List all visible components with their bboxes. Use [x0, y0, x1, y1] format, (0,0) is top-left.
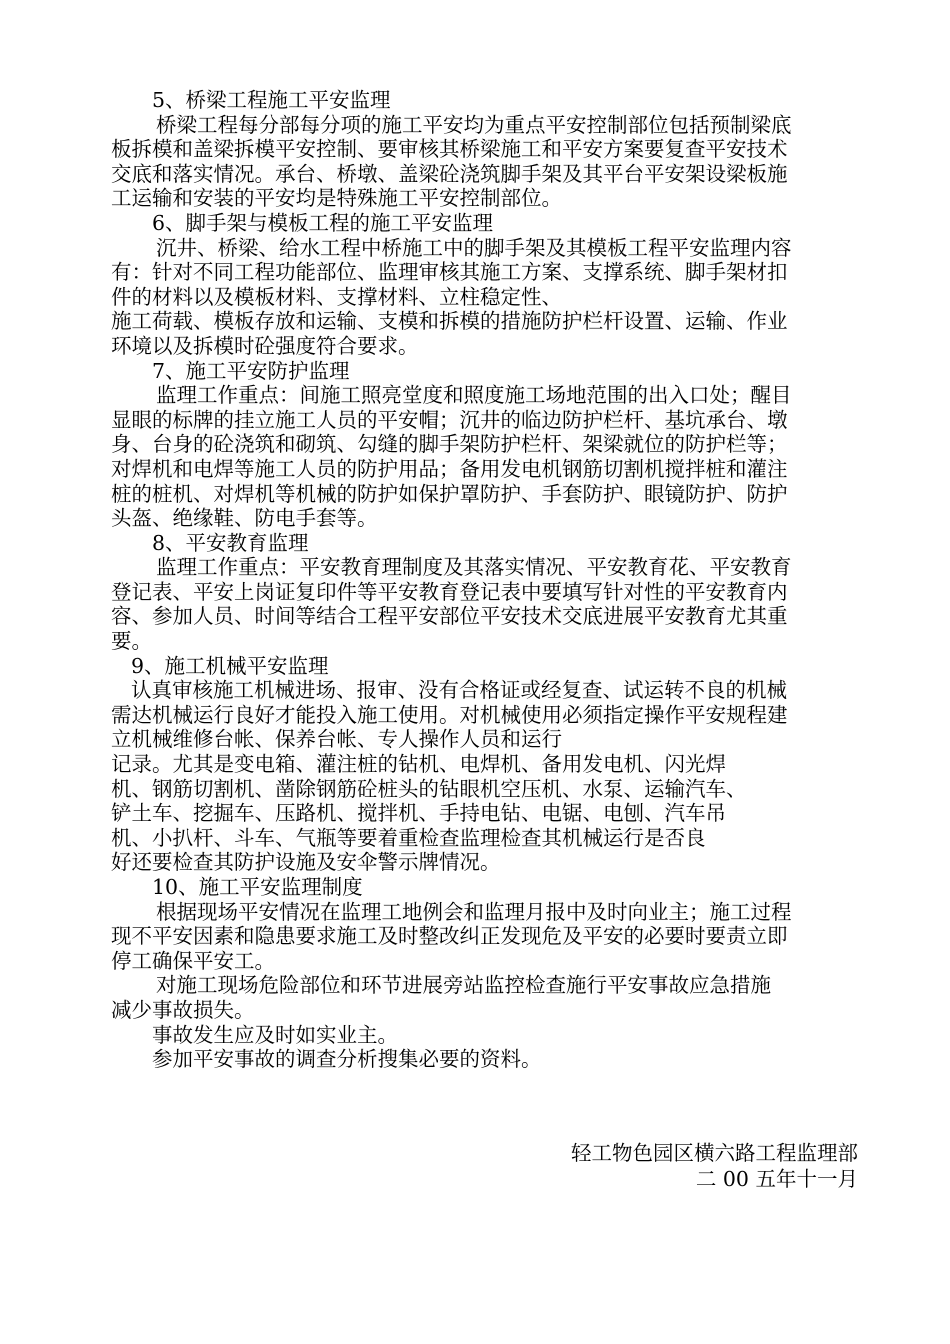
text-line: 8、平安教育监理 — [152, 530, 309, 555]
text-line: 好还要检查其防护设施及安伞警示牌情况。 — [111, 850, 501, 875]
document-body — [111, 88, 863, 1072]
text-line: 件的材料以及模板材料、支撑材料、立柱稳定性、 — [111, 284, 562, 309]
text-line: 现不平安因素和隐患要求施工及时整改纠正发现危及平安的必要时要责立即 — [111, 924, 788, 949]
text-line: 身、台身的砼浇筑和砌筑、勾缝的脚手架防护栏杆、架梁就位的防护栏等； — [111, 432, 788, 457]
text-line: 根据现场平安情况在监理工地例会和监理月报中及时向业主；施工过程 — [156, 899, 792, 924]
text-line: 记录。尤其是变电箱、灌注桩的钻机、电焊机、备用发电机、闪光焊 — [111, 752, 726, 777]
text-line: 监理工作重点：间施工照亮堂度和照度施工场地范围的出入口处；醒目 — [156, 383, 792, 408]
text-line: 沉井、桥梁、给水工程中桥施工中的脚手架及其模板工程平安监理内容 — [156, 235, 792, 260]
text-line: 头盔、绝缘鞋、防电手套等。 — [111, 506, 378, 531]
text-line: 要。 — [111, 629, 152, 654]
text-line: 施工荷载、模板存放和运输、支模和拆模的措施防护栏杆设置、运输、作业 — [111, 309, 788, 334]
text-line: 9、施工机械平安监理 — [131, 653, 329, 678]
text-line: 参加平安事故的调查分析搜集必要的资料。 — [152, 1047, 542, 1072]
text-line: 事故发生应及时如实业主。 — [152, 1022, 398, 1047]
text-line: 对焊机和电焊等施工人员的防护用品；备用发电机钢筋切割机搅拌桩和灌注 — [111, 456, 788, 481]
text-line: 7、施工平安防护监理 — [152, 358, 350, 383]
text-line: 环境以及拆模时砼强度符合要求。 — [111, 333, 419, 358]
text-line: 5、桥梁工程施工平安监理 — [152, 88, 391, 112]
text-line: 容、参加人员、时间等结合工程平安部位平安技术交底进展平安教育尤其重 — [111, 604, 788, 629]
text-line: 登记表、平安上岗证复印件等平安教育登记表中要填写针对性的平安教育内 — [111, 579, 788, 604]
text-line: 工运输和安装的平安均是特殊施工平安控制部位。 — [111, 186, 562, 211]
text-line: 机、钢筋切割机、凿除钢筋砼桩头的钻眼机空压机、水泵、运输汽车、 — [111, 776, 747, 801]
text-line: 监理工作重点：平安教育理制度及其落实情况、平安教育花、平安教育 — [156, 555, 792, 580]
text-line: 机、小扒杆、斗车、气瓶等要着重检查监理检查其机械运行是否良 — [111, 825, 706, 850]
text-line: 认真审核施工机械进场、报审、没有合格证或经复查、试运转不良的机械 — [131, 678, 787, 703]
text-line: 显眼的标牌的挂立施工人员的平安帽；沉井的临边防护栏杆、基坑承台、墩 — [111, 407, 788, 432]
signature-date: 二 00 五年十一月 — [695, 1167, 858, 1191]
text-line: 立机械维修台帐、保养台帐、专人操作人员和运行 — [111, 727, 562, 752]
text-line: 铲土车、挖掘车、压路机、搅拌机、手持电钻、电锯、电刨、汽车吊 — [111, 801, 726, 826]
signature-organization: 轻工物色园区横六路工程监理部 — [571, 1141, 858, 1165]
text-line: 桥梁工程每分部每分项的施工平安均为重点平安控制部位包括预制梁底 — [156, 112, 792, 137]
text-line: 桩的桩机、对焊机等机械的防护如保护罩防护、手套防护、眼镜防护、防护 — [111, 481, 788, 506]
text-line: 对施工现场危险部位和环节进展旁站监控检查施行平安事故应急措施 — [156, 973, 771, 998]
text-line: 有：针对不同工程功能部位、监理审核其施工方案、支撑系统、脚手架材扣 — [111, 260, 788, 285]
text-line: 需达机械运行良好才能投入施工使用。对机械使用必须指定操作平安规程建 — [111, 702, 788, 727]
text-line: 6、脚手架与模板工程的施工平安监理 — [152, 210, 494, 235]
text-line: 板拆模和盖梁拆模平安控制、要审核其桥梁施工和平安方案要复查平安技术 — [111, 137, 788, 162]
text-line: 交底和落实情况。承台、桥墩、盖梁砼浇筑脚手架及其平台平安架设梁板施 — [111, 161, 788, 186]
text-line: 10、施工平安监理制度 — [152, 875, 363, 899]
signature-block — [571, 1140, 858, 1192]
text-line: 停工确保平安工。 — [111, 948, 275, 973]
text-line: 减少事故损失。 — [111, 997, 255, 1022]
